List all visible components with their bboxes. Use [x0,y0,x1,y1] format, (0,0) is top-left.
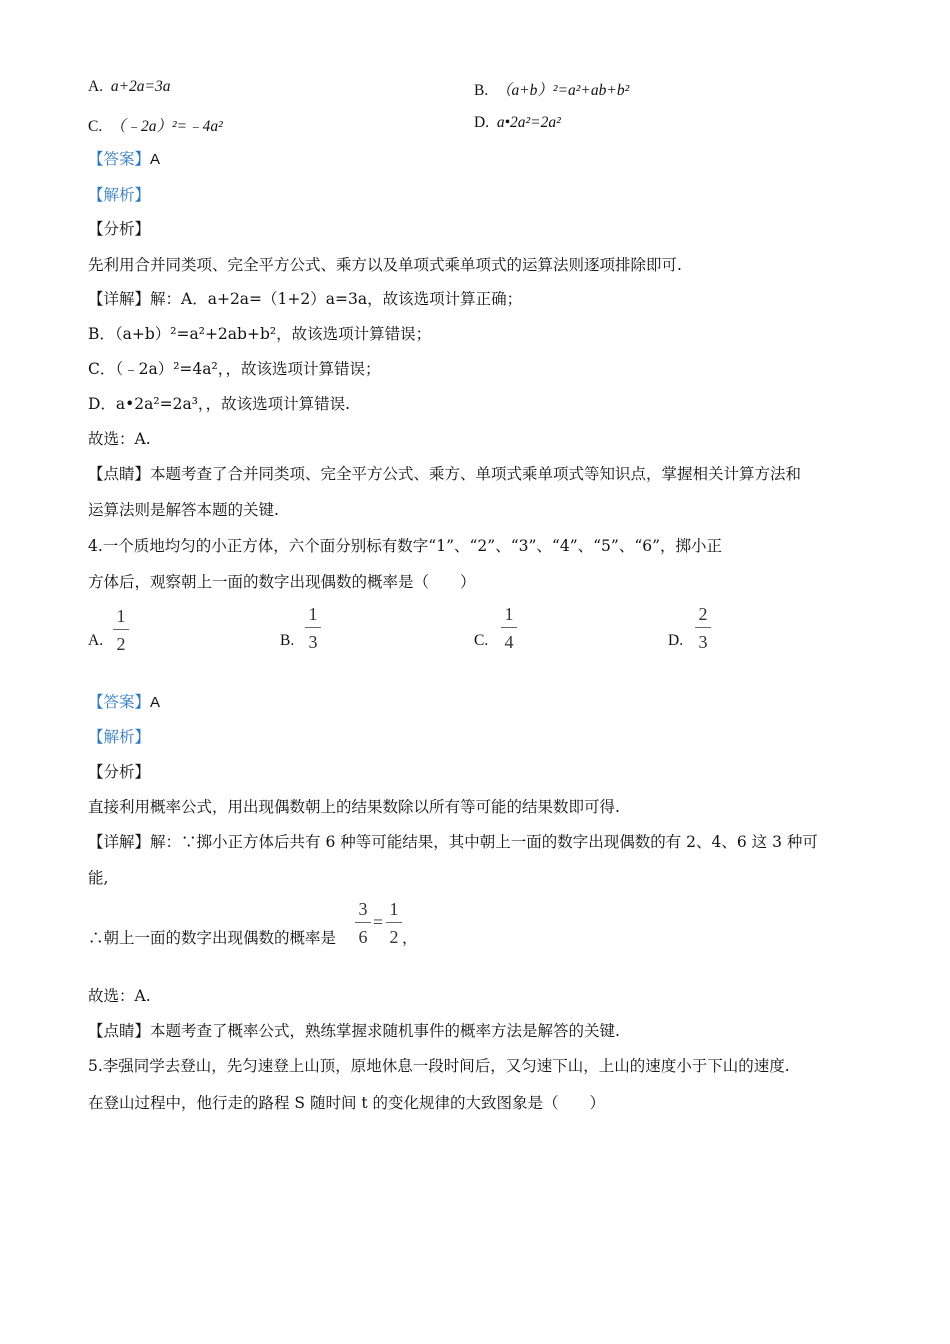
detail-tag: 【详解】 [88,833,151,851]
q3-detail-d: D．a•2a²=2a³，，故该选项计算错误. [88,395,351,413]
q4-eq-tail: ， [402,929,418,947]
detail-tag: 【详解】 [88,290,151,308]
q4-eq-fraction-2: 1 2 [386,900,402,946]
q3-option-d: D. a•2a²=2a² [474,114,561,131]
q4-stem-line1: 4.一个质地均匀的小正方体，六个面分别标有数字“1”、“2”、“3”、“4”、“5”、“6”，掷小正 [88,537,723,555]
q4-analysis-text: 直接利用概率公式，用出现偶数朝上的结果数除以所有等可能的结果数即可得. [88,798,620,816]
q3-option-a: A. a+2a=3a [88,78,171,95]
q5-stem-line2: 在登山过程中，他行走的路程 S 随时间 t 的变化规律的大致图象是（ ） [88,1094,606,1112]
comment-tag: 【点睛】 [88,465,151,483]
q3-comment-line1: 【点睛】本题考查了合并同类项、完全平方公式、乘方、单项式乘单项式等知识点，掌握相关计算方法和 [88,465,802,483]
answer-tag: 【答案】 [88,693,151,711]
q4-stem-line2: 方体后，观察朝上一面的数字出现偶数的概率是（ ） [88,573,476,591]
answer-tag: 【答案】 [88,150,151,168]
q3-option-b: B. （a+b）²=a²+ab+b² [474,82,630,99]
answer-value: A [150,151,161,168]
q3-answer [88,147,160,169]
q4-option-b-letter: B. [280,632,295,649]
q4-option-c-fraction: 1 4 [501,605,517,651]
q4-option-b-fraction: 1 3 [305,605,321,651]
q3-analysis-tag: 【分析】 [88,220,151,238]
q4-comment: 【点睛】本题考查了概率公式，熟练掌握求随机事件的概率方法是解答的关键. [88,1022,620,1040]
q3-detail-b: B．（a+b）²=a²+2ab+b²，故该选项计算错误； [88,325,432,343]
q5-stem-line1: 5.李强同学去登山，先匀速登上山顶，原地休息一段时间后，又匀速下山，上山的速度小于下山的速度. [88,1057,790,1075]
q4-eq-fraction-1: 3 6 [355,900,371,946]
q4-eq-sign: = [373,912,384,932]
q4-therefore-text: ∴朝上一面的数字出现偶数的概率是 [88,929,337,947]
q4-jiexi-tag: 【解析】 [88,728,151,746]
q4-detail-line2: 能, [88,869,109,887]
q4-detail-line1: 【详解】解：∵掷小正方体后共有 6 种等可能结果，其中朝上一面的数字出现偶数的有 2、4、6 这 3 种可 [88,833,818,851]
q3-comment-line2: 运算法则是解答本题的关键. [88,501,279,519]
q4-answer [88,690,160,712]
q4-option-a-fraction: 1 2 [113,607,129,653]
q3-jiexi-tag: 【解析】 [88,186,151,204]
q4-option-d-letter: D. [668,632,684,649]
q3-option-c: C. （﹣2a）²=﹣4a² [88,118,223,135]
q4-option-c-letter: C. [474,632,489,649]
q4-choose: 故选：A. [88,987,151,1005]
comment-tag: 【点睛】 [88,1022,151,1040]
q3-analysis-text: 先利用合并同类项、完全平方公式、乘方以及单项式乘单项式的运算法则逐项排除即可. [88,256,682,274]
q3-detail-a: 【详解】解：A．a+2a=（1+2）a=3a，故该选项计算正确； [88,290,523,308]
q4-option-a-letter: A. [88,632,104,649]
q3-detail-c: C．（﹣2a）²=4a²，，故该选项计算错误； [88,360,381,378]
answer-value: A [150,694,161,711]
q4-option-d-fraction: 2 3 [695,605,711,651]
q4-analysis-tag: 【分析】 [88,763,151,781]
q3-choose: 故选：A. [88,430,151,448]
